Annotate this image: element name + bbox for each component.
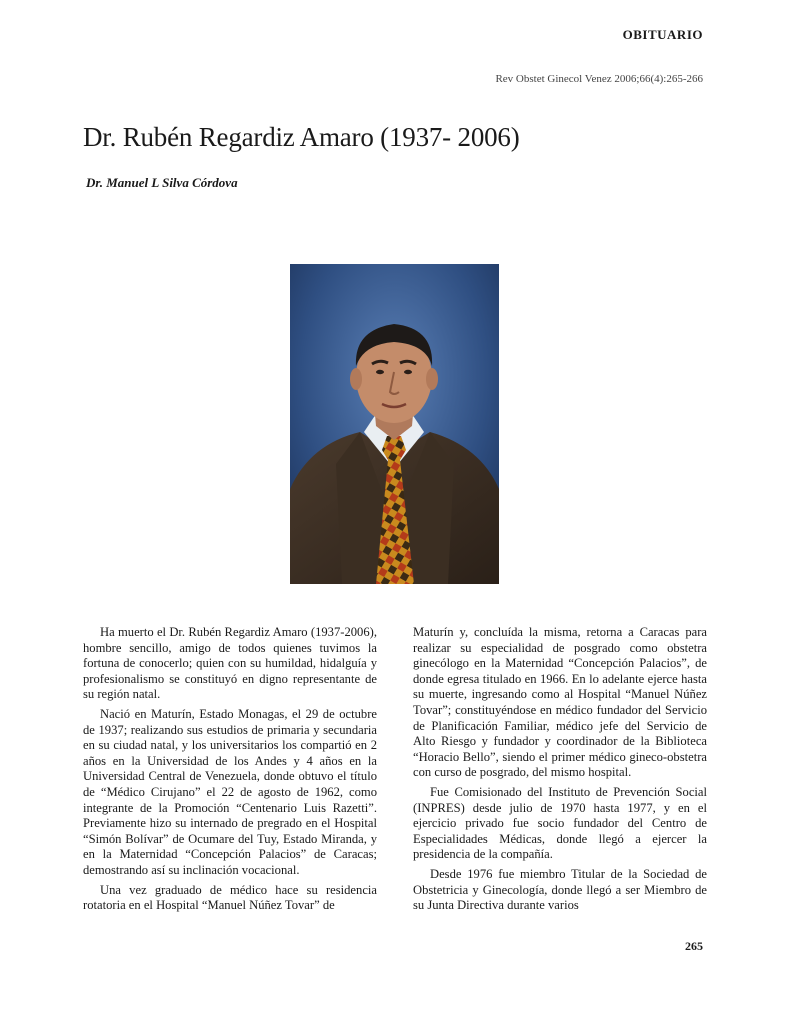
body-column-left [83,625,377,918]
paragraph: Maturín y, concluída la misma, retorna a Caracas para realizar su especialidad de posgrado como obstetra ginecólogo en la Maternidad “Concepción Palacios”, de donde egresa titulado en 1966. En lo adelante ejerce hasta su muerte, ingresando como al Hospital “Manuel Núñez Tovar”; constituyéndose en médico fundador del Servicio de Planificación Familiar, médico jefe del Servicio de Alto Riesgo y fundador y coordinador de la Biblioteca “Horacio Bello”, siendo el primer médico gineco-obstetra con curso de posgrado, del mismo hospital. [413,625,707,780]
article-title: Dr. Rubén Regardiz Amaro (1937- 2006) [83,122,520,152]
body-column-right [413,625,707,918]
page-number: 265 [685,939,703,953]
paragraph: Nació en Maturín, Estado Monagas, el 29 de octubre de 1937; realizando sus estudios de primaria y secundaria en su ciudad natal, y los universitarios los compartió en 2 años en la Universidad de los Andes y 4 años en la Universidad Central de Venezuela, donde obtuvo el título de “Médico Cirujano” el 22 de agosto de 1962, como integrante de la Promoción “Centenario Luis Razetti”. Previamente hizo su internado de pregrado en el Hospital “Simón Bolívar” de Ocumare del Tuy, Estado Miranda, y en la Maternidad “Concepción Palacios” de Caracas; demostrando así su inclinación vocacional. [83,706,377,877]
paragraph: Desde 1976 fue miembro Titular de la Sociedad de Obstetricia y Ginecología, donde llegó a ser Miembro de su Junta Directiva durante varios [413,866,707,913]
paragraph: Ha muerto el Dr. Rubén Regardiz Amaro (1937-2006), hombre sencillo, amigo de todos quienes tuvimos la fortuna de conocerlo; quien con su humildad, hidalguía y profesionalismo se constituyó en digno representante de su región natal. [83,625,377,702]
journal-citation: Rev Obstet Ginecol Venez 2006;66(4):265-266 [495,73,703,85]
paragraph: Una vez graduado de médico hace su residencia rotatoria en el Hospital “Manuel Núñez Tovar” de [83,882,377,913]
paragraph: Fue Comisionado del Instituto de Prevención Social (INPRES) desde julio de 1970 hasta 1977, y en el ejercicio privado fue socio fundador del Centro de Especialidades Médicas, donde llegó a ejercer la presidencia de la compañía. [413,784,707,862]
section-label: OBITUARIO [622,27,703,42]
portrait-photo [290,264,499,584]
article-author: Dr. Manuel L Silva Córdova [86,175,238,190]
